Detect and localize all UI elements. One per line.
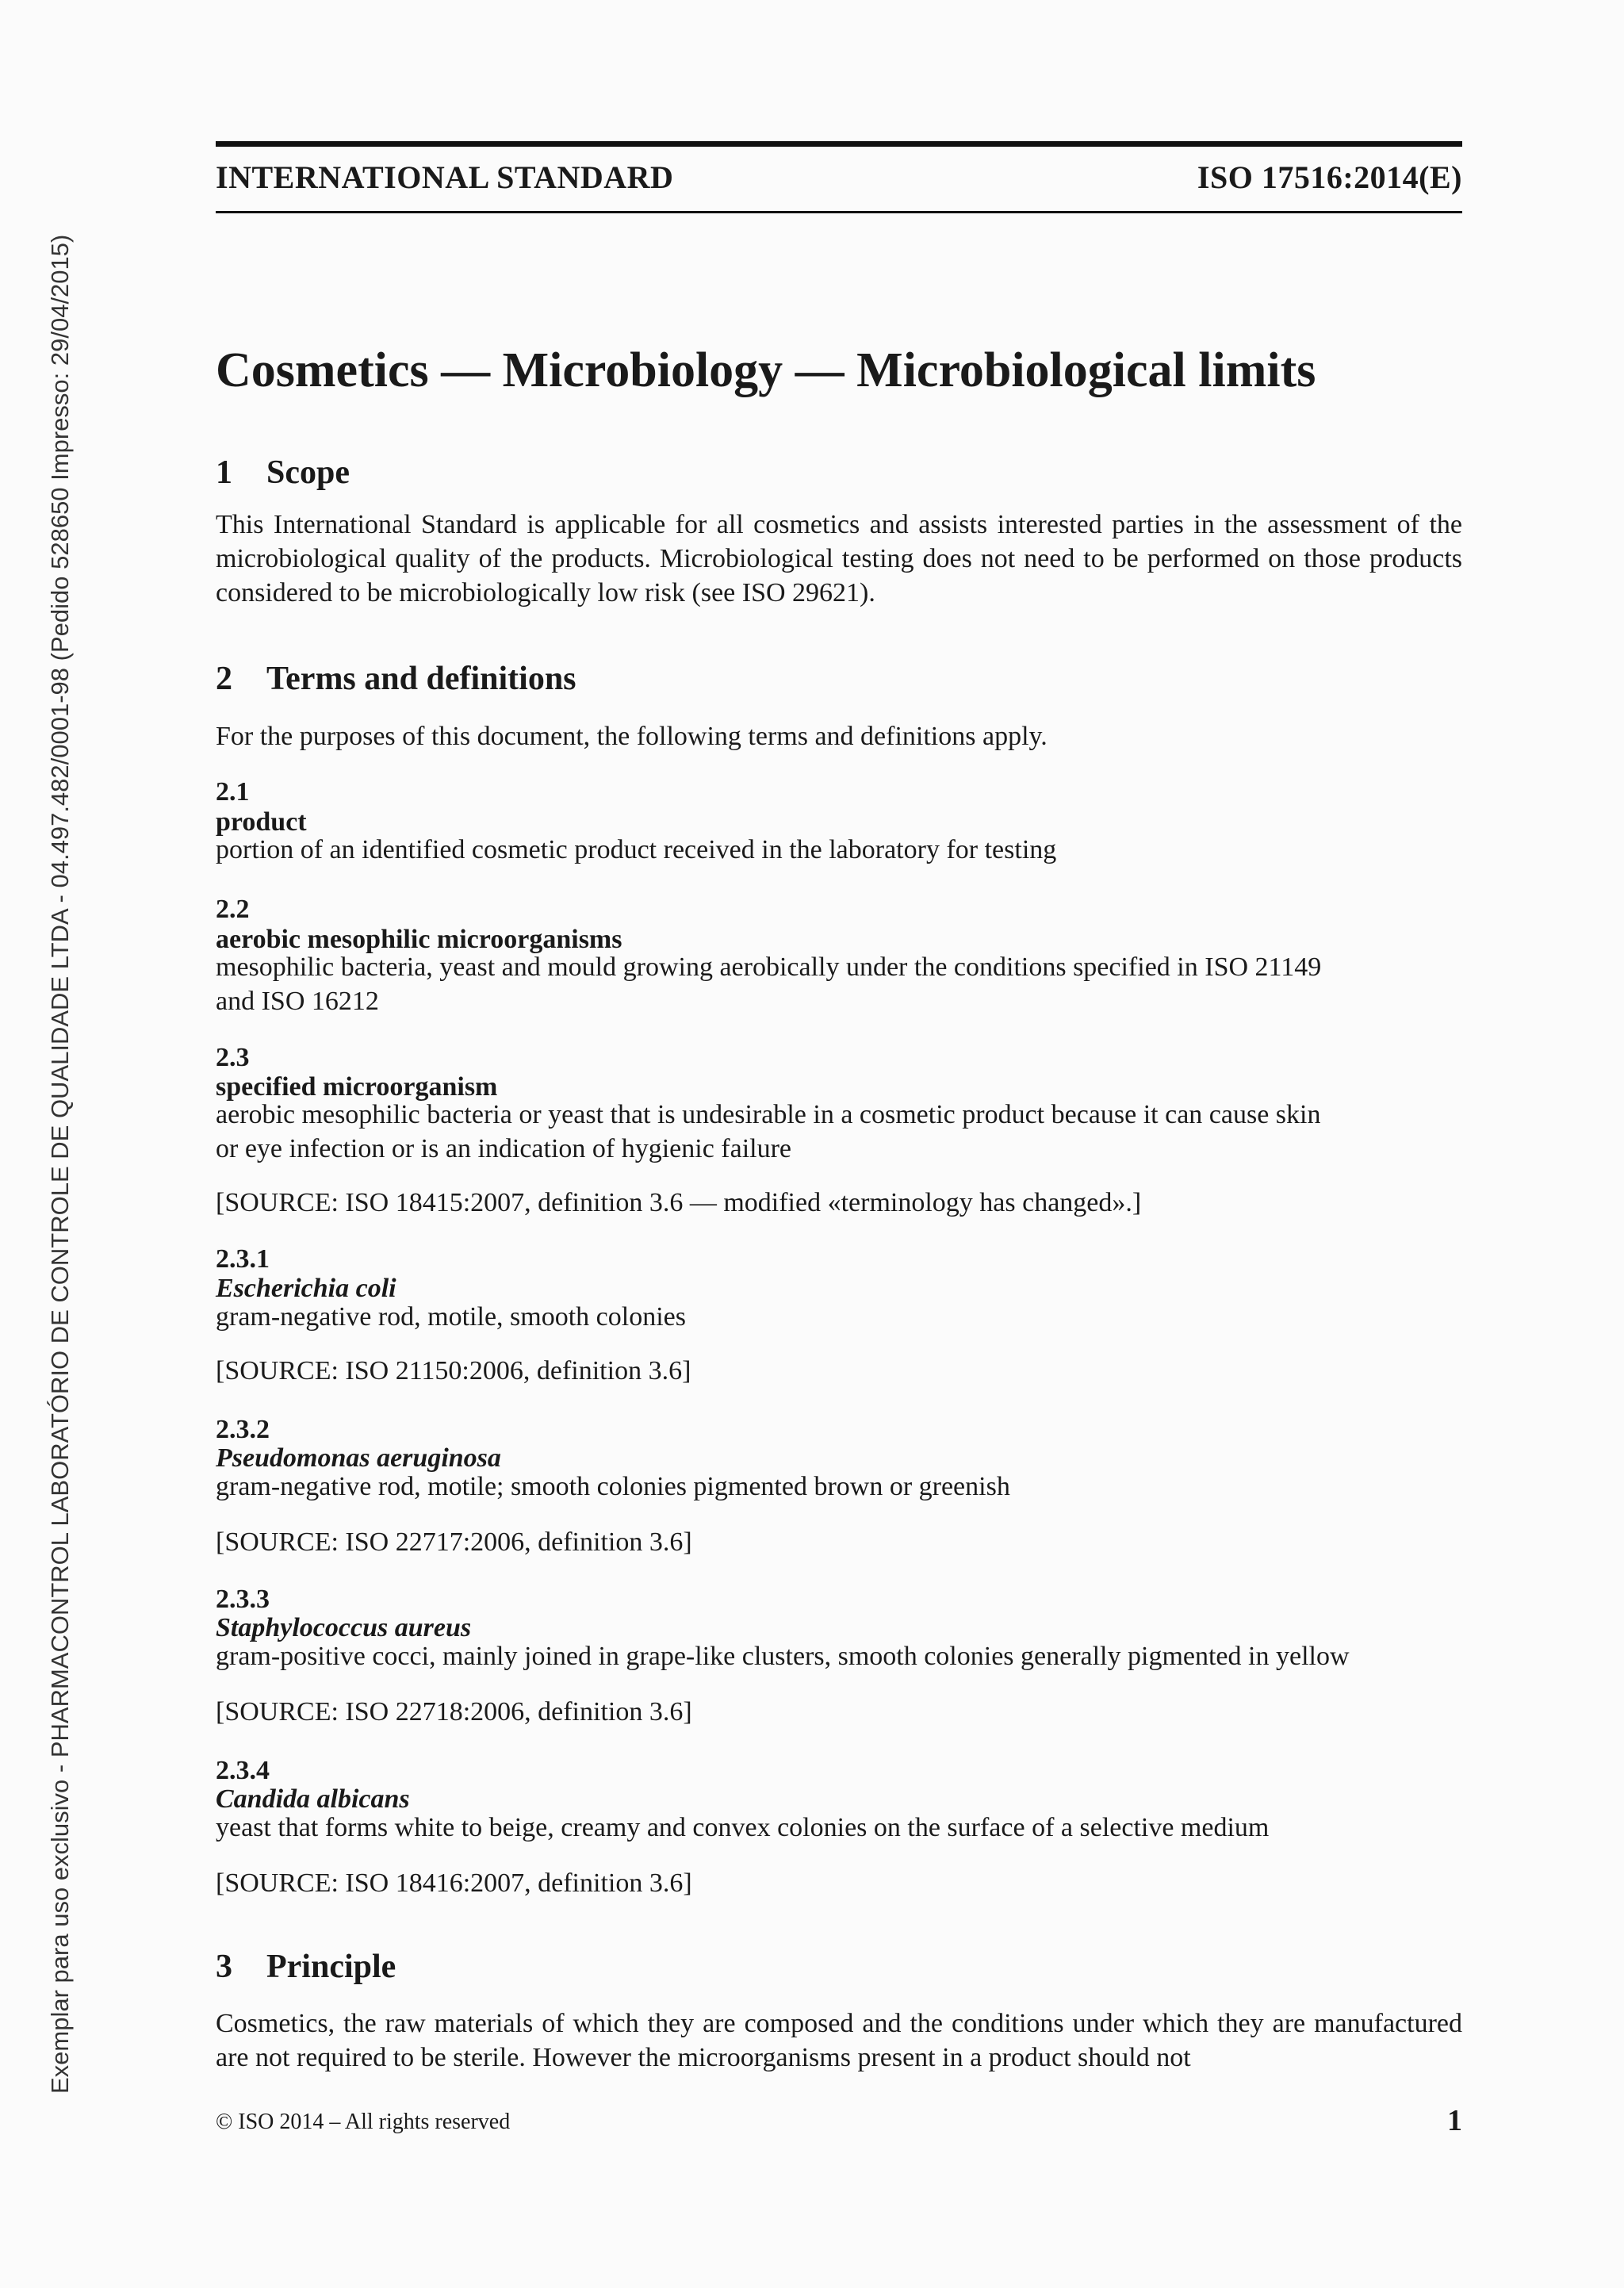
term-source: [SOURCE: ISO 22717:2006, definition 3.6] [216, 1527, 692, 1557]
term-definition: gram-negative rod, motile, smooth colonies [216, 1302, 686, 1332]
term-name: specified microorganism [216, 1072, 498, 1102]
term-source: [SOURCE: ISO 21150:2006, definition 3.6] [216, 1356, 691, 1385]
principle-paragraph: Cosmetics, the raw materials of which they are composed and the conditions under which they are manufactured are not required to be sterile. However the microorganisms present in a product should not [216, 2009, 1462, 2072]
term-number: 2.3.3 [216, 1585, 270, 1614]
term-definition: gram-positive cocci, mainly joined in grape-like clusters, smooth colonies generally pigmented in yellow [216, 1642, 1350, 1671]
term-number: 2.3.4 [216, 1756, 270, 1785]
term-number: 2.3.2 [216, 1415, 270, 1444]
term-name: Candida albicans [216, 1784, 410, 1814]
section-heading-principle [216, 1948, 396, 1986]
term-name: Escherichia coli [216, 1274, 396, 1303]
term-number: 2.1 [216, 777, 250, 807]
section-number: 3 [216, 1949, 232, 1985]
term-name: aerobic mesophilic microorganisms [216, 925, 622, 954]
section-title: Scope [266, 454, 350, 491]
section-title: Terms and definitions [266, 661, 576, 697]
term-name: product [216, 807, 307, 837]
term-definition: gram-negative rod, motile; smooth colonies pigmented brown or greenish [216, 1472, 1010, 1501]
section-number: 1 [216, 454, 232, 491]
license-watermark: Exemplar para uso exclusivo - PHARMACONTROL LABORATÓRIO DE CONTROLE DE QUALIDADE LTDA - 04.497.482/0001-98 (Pedido 528650 Impresso: 29/04/2015) [46, 234, 74, 2094]
term-definition: portion of an identified cosmetic product received in the laboratory for testing [216, 835, 1057, 864]
term-definition: and ISO 16212 [216, 987, 379, 1016]
section-heading-scope [216, 454, 350, 492]
term-source: [SOURCE: ISO 18416:2007, definition 3.6] [216, 1868, 692, 1898]
page-number: 1 [1447, 2104, 1462, 2137]
copyright-notice: © ISO 2014 – All rights reserved [216, 2110, 511, 2134]
header-bottom-rule [216, 211, 1462, 213]
term-number: 2.2 [216, 895, 250, 924]
term-definition: or eye infection or is an indication of hygienic failure [216, 1134, 792, 1163]
section-heading-terms [216, 660, 576, 698]
header-top-rule [216, 141, 1462, 147]
section-title: Principle [266, 1949, 396, 1985]
term-number: 2.3.1 [216, 1244, 270, 1274]
term-source: [SOURCE: ISO 22718:2006, definition 3.6] [216, 1697, 692, 1727]
term-name: Staphylococcus aureus [216, 1613, 472, 1642]
standard-number: ISO 17516:2014(E) [1197, 159, 1462, 195]
document-type-label: INTERNATIONAL STANDARD [216, 159, 674, 195]
term-definition: aerobic mesophilic bacteria or yeast that is undesirable in a cosmetic product because it can cause skin [216, 1100, 1321, 1129]
section-number: 2 [216, 661, 232, 697]
terms-intro: For the purposes of this document, the following terms and definitions apply. [216, 722, 1048, 751]
document-title: Cosmetics — Microbiology — Microbiological limits [216, 343, 1316, 397]
scope-paragraph: This International Standard is applicable for all cosmetics and assists interested parties in the assessment of the microbiological quality of the products. Microbiological testing does not need to be performed on those products considered to be microbiologically low risk (see ISO 29621). [216, 510, 1462, 607]
term-source: [SOURCE: ISO 18415:2007, definition 3.6 — modified «terminology has changed».] [216, 1188, 1142, 1217]
term-definition: yeast that forms white to beige, creamy and convex colonies on the surface of a selective medium [216, 1813, 1270, 1842]
term-name: Pseudomonas aeruginosa [216, 1443, 501, 1473]
term-definition: mesophilic bacteria, yeast and mould growing aerobically under the conditions specified in ISO 21149 [216, 952, 1322, 982]
term-number: 2.3 [216, 1043, 250, 1072]
